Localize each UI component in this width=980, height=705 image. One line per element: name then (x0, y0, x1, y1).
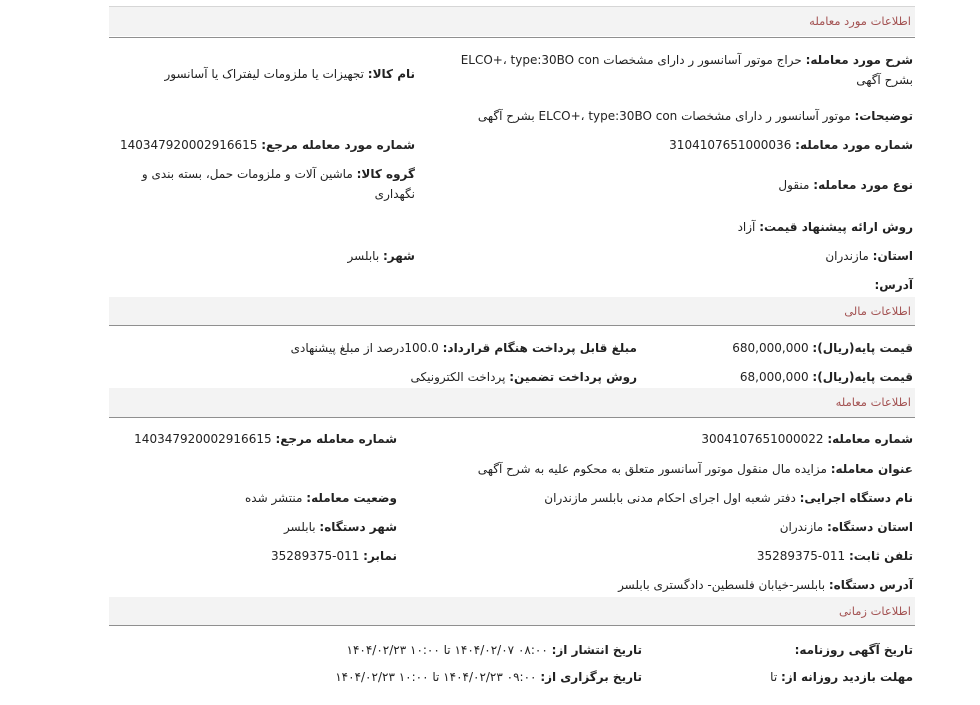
base-price-guarantee: قیمت پایه(ریال): 68,000,000 (739, 370, 913, 384)
agency-province: استان دستگاه: مازندران (779, 520, 913, 534)
transaction-title: عنوان معامله: مزایده مال منقول موتور آسانسور متعلق به محکوم علیه به شرح آگهی (477, 462, 913, 476)
city: شهر: بابلسر (347, 249, 415, 263)
executive-agency: نام دستگاه اجرایی: دفتر شعبه اول اجرای احکام مدنی بابلسر مازندران (544, 491, 913, 505)
deal-number: شماره مورد معامله: 3104107651000036 (669, 138, 913, 152)
section-divider (109, 625, 915, 626)
section-divider (109, 37, 915, 38)
province: استان: مازندران (825, 249, 913, 263)
daily-visit: مهلت بازدید روزانه از: تا (770, 670, 913, 684)
publish-date: تاریخ انتشار از: ۰۸:۰۰ ۱۴۰۴/۰۲/۰۷ تا ۱۰:۰۰ ۱۴۰۴/۰۲/۲۳ (346, 643, 642, 657)
section-divider (109, 325, 915, 326)
price-method: روش ارائه پیشنهاد قیمت: آزاد (737, 220, 913, 234)
transaction-status: وضعیت معامله: منتشر شده (244, 491, 397, 505)
address: آدرس: (874, 278, 913, 292)
guarantee-method: روش پرداخت تضمین: پرداخت الکترونیکی (410, 370, 637, 384)
agency-fax: نمابر: 35289375-011 (271, 549, 397, 563)
base-price: قیمت پایه(ریال): 680,000,000 (732, 341, 913, 355)
deal-ref-number: شماره مورد معامله مرجع: 140347920002916615 (119, 138, 415, 152)
deal-type: نوع مورد معامله: منقول (778, 178, 913, 192)
agency-city: شهر دستگاه: بابلسر (283, 520, 397, 534)
section-divider (109, 417, 915, 418)
newspaper-date: تاریخ آگهی روزنامه: (794, 643, 913, 657)
deal-description: توضیحات: موتور آسانسور ر دارای مشخصات ELCO+، type:30BO con بشرح آگهی (477, 109, 913, 123)
transaction-ref-number: شماره معامله مرجع: 140347920002916615 (134, 432, 397, 446)
deal-subject: شرح مورد معامله: حراج موتور آسانسور ر دارای مشخصات ELCO+، type:30BO con بشرح آگهی (460, 53, 913, 87)
goods-name: نام کالا: تجهیزات یا ملزومات لیفتراک یا آسانسور (164, 67, 415, 81)
section-timing: اطلاعات زمانی (109, 597, 915, 626)
section-transaction: اطلاعات معامله (109, 388, 915, 417)
agency-phone: تلفن ثابت: 35289375-011 (756, 549, 913, 563)
section-deal-info: اطلاعات مورد معامله (109, 7, 915, 36)
agency-address: آدرس دستگاه: بابلسر-خیابان فلسطین- دادگستری بابلسر (618, 578, 913, 592)
section-financial: اطلاعات مالی (109, 297, 915, 326)
contract-payable: مبلغ قابل پرداخت هنگام قرارداد: 100.0درصد از مبلغ پیشنهادی (290, 341, 637, 355)
hold-date: تاریخ برگزاری از: ۰۹:۰۰ ۱۴۰۴/۰۲/۲۳ تا ۱۰:۰۰ ۱۴۰۴/۰۲/۲۳ (335, 670, 642, 684)
transaction-number: شماره معامله: 3004107651000022 (701, 432, 913, 446)
goods-group: گروه کالا: ماشین آلات و ملزومات حمل، بسته بندی و نگهداری (141, 167, 415, 201)
